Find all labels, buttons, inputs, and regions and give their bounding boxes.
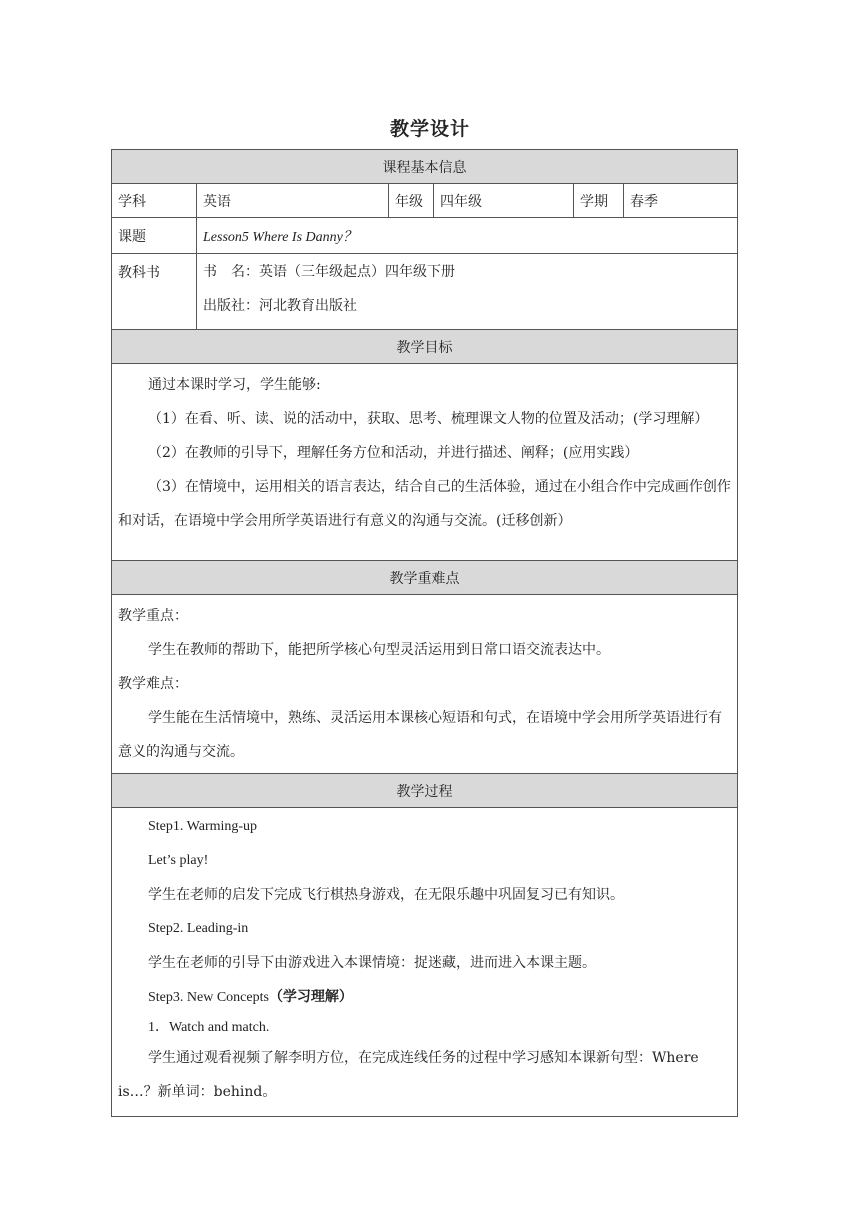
step1-text: 学生在老师的启发下完成飞行棋热身游戏，在无限乐趣中巩固复习已有知识。 [148,887,624,903]
difficulty-text: 学生能在生活情境中，熟练、灵活运用本课核心短语和句式，在语境中学会用所学英语进行有意义的沟通与交流。 [118,710,722,760]
step3-item1: 1．Watch and match. [148,1020,270,1035]
section-header-objectives: 教学目标 [112,330,738,364]
difficulty-label: 教学难点： [118,676,188,692]
subject-value: 英语 [197,184,389,218]
focus-text: 学生在教师的帮助下，能把所学核心句型灵活运用到日常口语交流表达中。 [148,642,610,658]
objective-item-2: （2）在教师的引导下，理解任务方位和活动，并进行描述、阐释；(应用实践） [148,445,639,461]
step3-line [118,980,731,1015]
textbook-publisher: 出版社：河北教育出版社 [203,298,357,314]
grade-label: 年级 [389,184,434,218]
step3-heading: Step3. New Concepts [148,990,269,1005]
topic-value: Lesson5 Where Is Danny？ [197,218,738,254]
focus-label: 教学重点： [118,608,188,624]
objective-item-1: （1）在看、听、读、说的活动中，获取、思考、梳理课文人物的位置及活动；(学习理解） [148,411,709,427]
grade-value: 四年级 [434,184,574,218]
step1-subheading: Let’s play! [148,853,209,868]
process-block [112,808,738,1117]
section-header-basic-info: 课程基本信息 [112,150,738,184]
step1-heading: Step1. Warming-up [148,819,258,834]
textbook-name: 书 名：英语（三年级起点）四年级下册 [203,264,455,280]
section-header-process: 教学过程 [112,774,738,808]
objective-item-3: （3）在情境中，运用相关的语言表达，结合自己的生活体验，通过在小组合作中完成画作创作和对话，在语境中学会用所学英语进行有意义的沟通与交流。(迁移创新） [118,479,731,529]
objectives-intro: 通过本课时学习，学生能够: [148,377,321,393]
lesson-plan-table [111,149,738,1117]
step2-text: 学生在老师的引导下由游戏进入本课情境：捉迷藏，进而进入本课主题。 [148,955,596,971]
subject-label: 学科 [112,184,197,218]
textbook-label: 教科书 [112,254,197,330]
section-header-key-points: 教学重难点 [112,561,738,595]
step2-heading: Step2. Leading-in [148,921,249,936]
step3-item1-text: 学生通过观看视频了解李明方位，在完成连线任务的过程中学习感知本课新句型：Where is…？新单词：behind。 [118,1050,699,1100]
term-label: 学期 [574,184,624,218]
step3-tag: （学习理解） [268,989,353,1005]
topic-label: 课题 [112,218,197,254]
key-points-block [112,595,738,774]
textbook-info [197,254,738,330]
term-value: 春季 [624,184,738,218]
document-title: 教学设计 [389,118,470,140]
objectives-block [112,364,738,561]
